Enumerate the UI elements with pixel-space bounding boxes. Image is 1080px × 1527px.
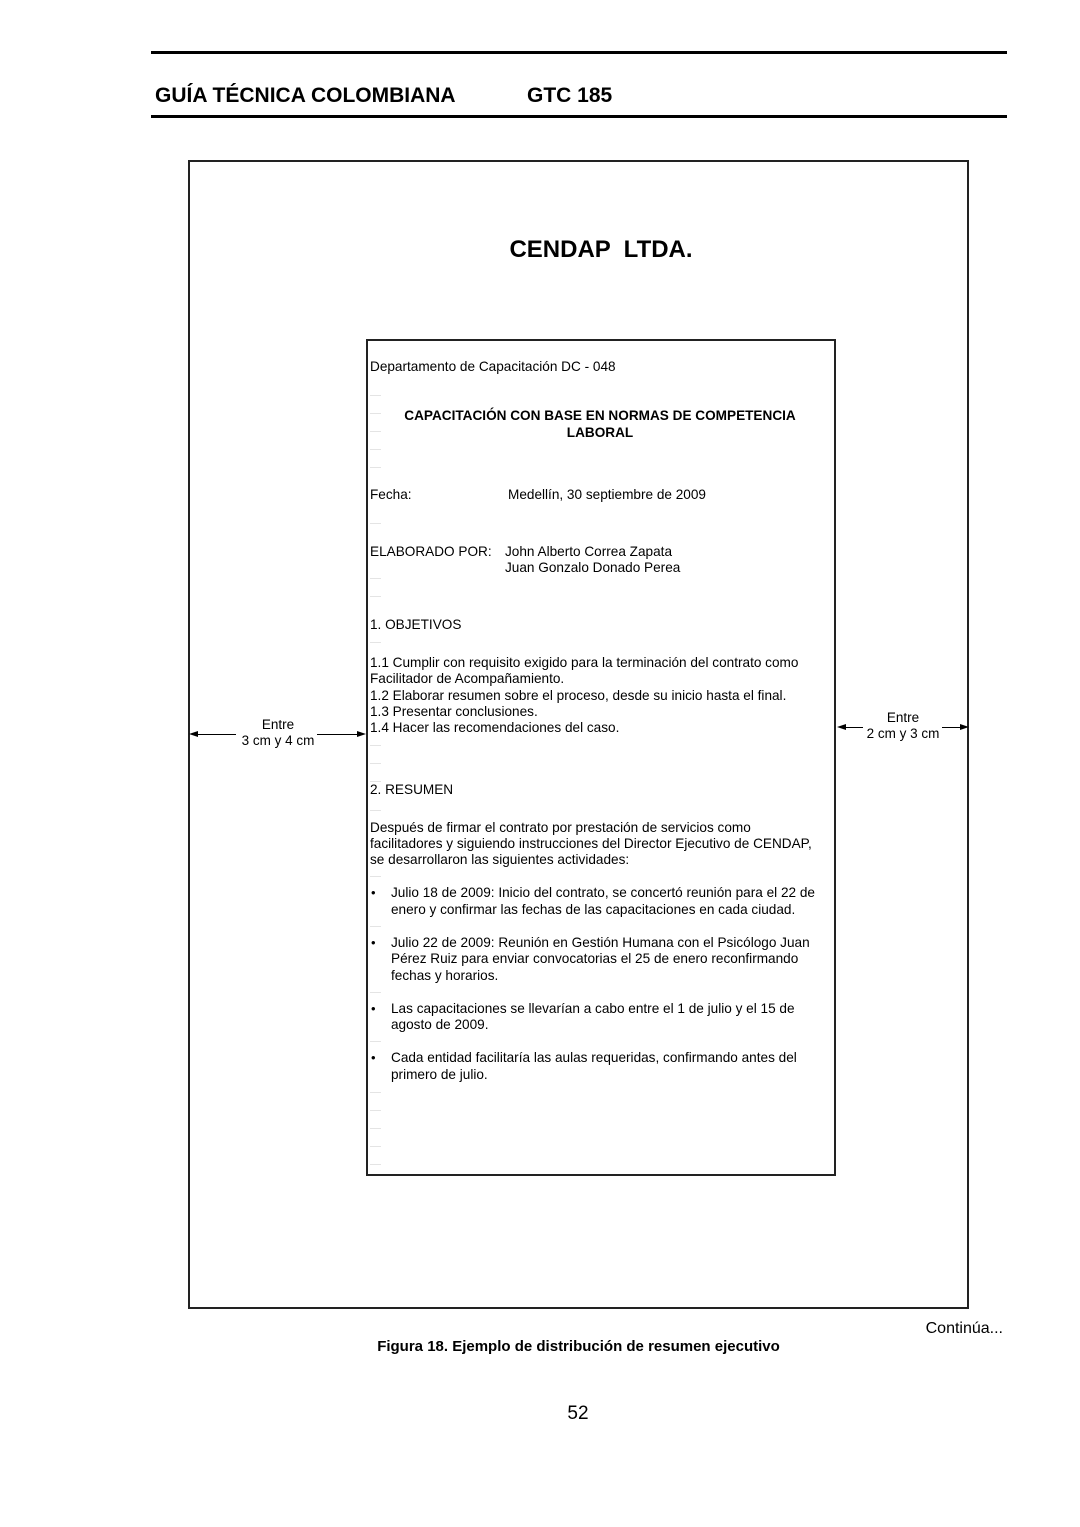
header-code: GTC 185 bbox=[527, 84, 613, 107]
left-margin-note-line-2: 3 cm y 4 cm bbox=[241, 733, 315, 748]
doc-title-line-2: LABORAL bbox=[566, 425, 634, 440]
summary-heading: 2. RESUMEN bbox=[370, 782, 454, 797]
objective-line: 1.4 Hacer las recomendaciones del caso. bbox=[370, 720, 620, 735]
bullet-line: Julio 22 de 2009: Reunión en Gestión Humana con el Psicólogo Juan bbox=[391, 935, 810, 950]
objectives-heading: 1. OBJETIVOS bbox=[370, 617, 462, 632]
right-margin-note-line-2: 2 cm y 3 cm bbox=[866, 726, 940, 741]
bullet-dot: • bbox=[371, 1001, 376, 1016]
summary-intro-line: se desarrollaron las siguientes actividades: bbox=[370, 852, 630, 867]
continua-label: Continúa... bbox=[925, 1320, 1003, 1337]
bullet-dot: • bbox=[371, 885, 376, 900]
right-margin-note-line-1: Entre bbox=[886, 710, 920, 725]
objective-line: 1.2 Elaborar resumen sobre el proceso, desde su inicio hasta el final. bbox=[370, 688, 787, 703]
bullet-line: primero de julio. bbox=[391, 1067, 488, 1082]
header-bottom-rule bbox=[151, 115, 1007, 118]
left-margin-note-line-1: Entre bbox=[261, 717, 295, 732]
bullet-dot: • bbox=[371, 935, 376, 950]
authors-label: ELABORADO POR: bbox=[370, 544, 492, 559]
author-1: John Alberto Correa Zapata bbox=[505, 544, 673, 559]
bullet-line: enero y confirmar las fechas de las capacitaciones en cada ciudad. bbox=[391, 902, 796, 917]
company-name: CENDAP LTDA. bbox=[509, 236, 693, 263]
bullet-line: fechas y horarios. bbox=[391, 968, 499, 983]
doc-title-line-1: CAPACITACIÓN CON BASE EN NORMAS DE COMPETENCIA bbox=[404, 408, 796, 423]
bullet-line: Las capacitaciones se llevarían a cabo entre el 1 de julio y el 15 de bbox=[391, 1001, 795, 1016]
bullet-line: agosto de 2009. bbox=[391, 1017, 489, 1032]
header-title: GUÍA TÉCNICA COLOMBIANA bbox=[155, 84, 456, 107]
header-top-rule bbox=[151, 51, 1007, 54]
objective-line: Facilitador de Acompañamiento. bbox=[370, 671, 565, 686]
bullet-dot: • bbox=[371, 1050, 376, 1065]
author-2: Juan Gonzalo Donado Perea bbox=[505, 560, 681, 575]
objective-line: 1.1 Cumplir con requisito exigido para la terminación del contrato como bbox=[370, 655, 799, 670]
department-line: Departamento de Capacitación DC - 048 bbox=[370, 359, 616, 374]
page-number: 52 bbox=[567, 1403, 589, 1424]
summary-intro-line: Después de firmar el contrato por prestación de servicios como bbox=[370, 820, 751, 835]
bullet-line: Cada entidad facilitaría las aulas requeridas, confirmando antes del bbox=[391, 1050, 797, 1065]
bullet-line: Julio 18 de 2009: Inicio del contrato, se concertó reunión para el 22 de bbox=[391, 885, 815, 900]
bullet-line: Pérez Ruiz para enviar convocatorias el 25 de enero reconfirmando bbox=[391, 951, 799, 966]
summary-intro-line: facilitadores y siguiendo instrucciones del Director Ejecutivo de CENDAP, bbox=[370, 836, 812, 851]
date-value: Medellín, 30 septiembre de 2009 bbox=[508, 487, 706, 502]
objective-line: 1.3 Presentar conclusiones. bbox=[370, 704, 538, 719]
date-label: Fecha: bbox=[370, 487, 412, 502]
figure-caption: Figura 18. Ejemplo de distribución de resumen ejecutivo bbox=[377, 1338, 780, 1355]
